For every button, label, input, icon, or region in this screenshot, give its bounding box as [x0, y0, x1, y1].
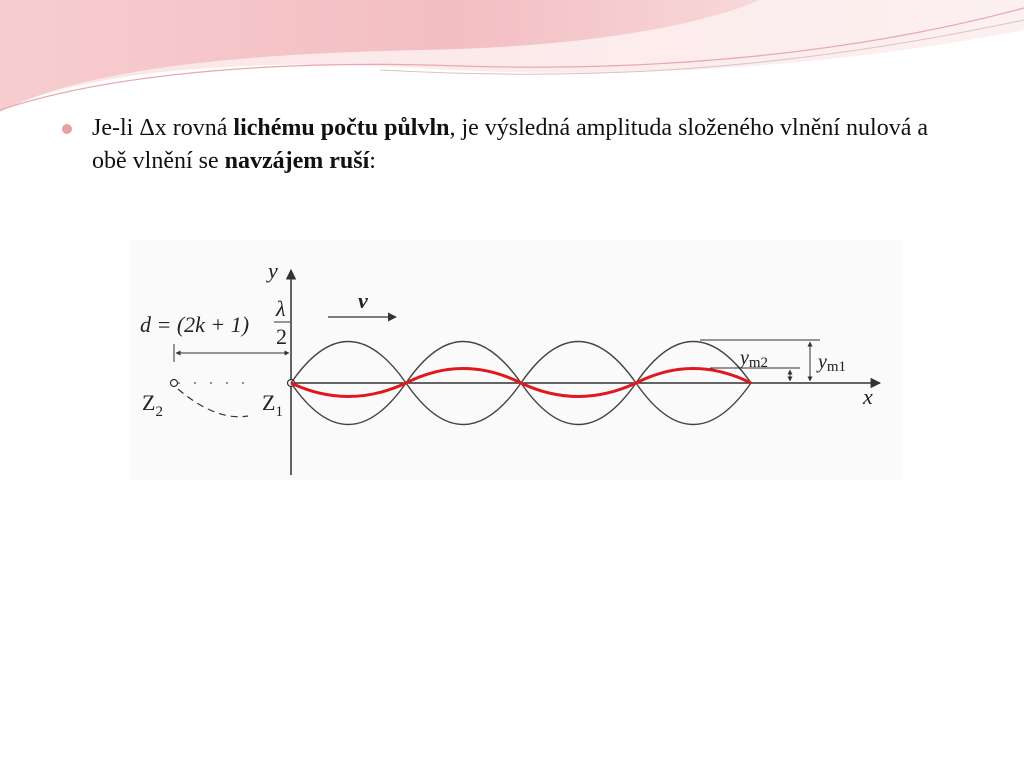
ym1-label: ym1	[818, 351, 847, 375]
text-segment: rovná	[166, 115, 234, 141]
bullet-marker	[62, 124, 72, 134]
bullet-point	[62, 112, 942, 178]
source-z2-label: $Z_2$	[142, 390, 163, 420]
text-segment: Je-li	[92, 115, 140, 141]
wave-2-envelope	[291, 383, 751, 425]
x-axis-label: x	[863, 384, 873, 409]
text-segment: , je výsledná amplituda složeného vlnění nulová a obě vlnění se	[92, 115, 929, 174]
interference-figure	[130, 240, 902, 480]
velocity-label: v	[358, 288, 368, 313]
ym2-label: ym2	[740, 347, 769, 371]
header-swoosh-decoration	[0, 0, 1024, 120]
interference-diagram	[130, 240, 902, 480]
y-axis-label: y	[268, 258, 278, 283]
wave-1-envelope	[291, 342, 751, 384]
bold-phrase-odd-half-waves: lichému počtu půlvln	[233, 115, 450, 141]
bullet-text	[92, 112, 942, 178]
lambda-numerator: λ	[276, 296, 286, 321]
source-z2-point	[171, 380, 178, 387]
source-z1-label: $Z_1$	[262, 390, 283, 420]
text-segment: :	[369, 148, 376, 174]
path-difference-formula: d = (2k + 1)	[140, 312, 250, 337]
source-dashed-arc	[178, 389, 248, 417]
delta-x-symbol: Δx	[139, 115, 167, 141]
bold-phrase-cancel-out: navzájem ruší	[224, 148, 370, 174]
fraction-denominator: 2	[276, 324, 287, 349]
